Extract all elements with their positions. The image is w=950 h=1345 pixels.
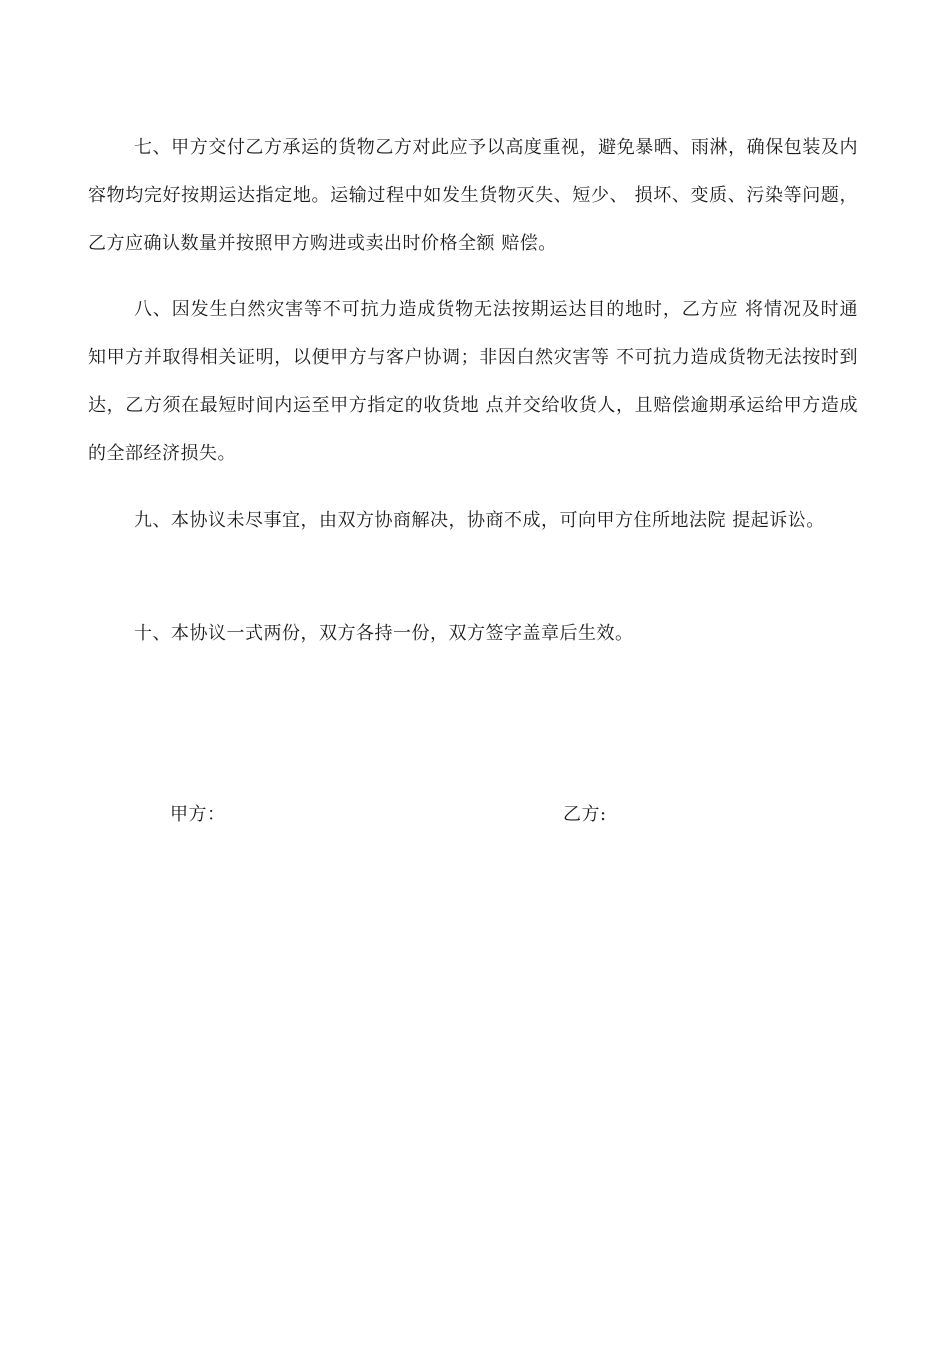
party-b-signature-label: 乙方: <box>563 804 607 825</box>
clause-8: 八、因发生白然灾害等不可抗力造成货物无法按期运达目的地时，乙方应 将情况及时通知甲方并取得相关证明，以便甲方与客户协调；非因白然灾害等 不可抗力造成货物无法按时到达，乙方须在最短时间内运至甲方指定的收货地 点并交给收货人，且赔偿逾期承运给甲方造成的全部经济损失。 <box>88 299 858 464</box>
clause-9: 九、本协议未尽事宜，由双方协商解决，协商不成，可向甲方住所地法院 提起诉讼。 <box>134 510 825 531</box>
clause-10: 十、本协议一式两份，双方各持一份，双方签字盖章后生效。 <box>134 623 634 644</box>
party-a-signature-label: 甲方： <box>170 804 226 825</box>
clause-7: 七、甲方交付乙方承运的货物乙方对此应予以高度重视，避免暴晒、雨淋，确保包装及内容物均完好按期运达指定地。运输过程中如发生货物灭失、短少、 损坏、变质、污染等问题，乙方应确认数量并按照甲方购进或卖出时价格全额 赔偿。 <box>88 137 858 254</box>
